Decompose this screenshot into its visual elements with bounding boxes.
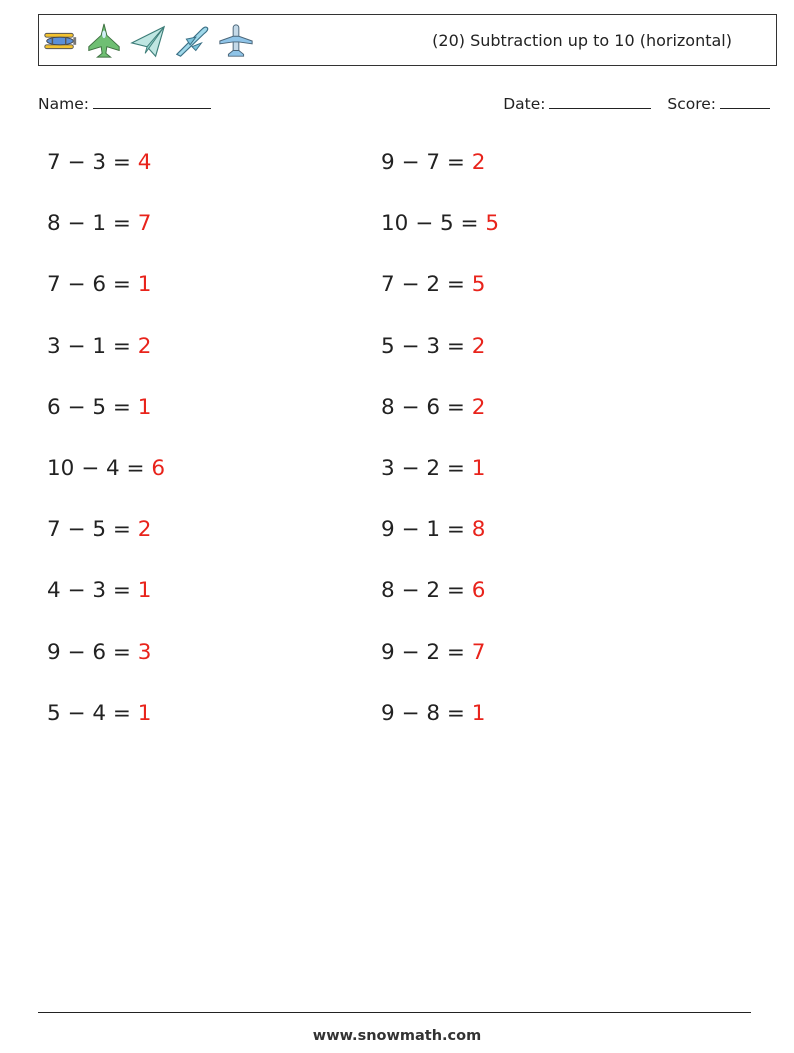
problem-question: 5 − 4 =: [47, 700, 138, 726]
date-blank: [549, 93, 651, 109]
problem-item: [381, 268, 485, 302]
fighter-jet-icon: [85, 21, 123, 61]
problem-question: 10 − 4 =: [47, 456, 152, 481]
name-field: [38, 93, 211, 113]
problem-answer: 2: [137, 333, 152, 359]
problem-answer: 1: [471, 456, 486, 481]
problem-answer: 1: [137, 394, 152, 420]
problem-item: [381, 146, 485, 180]
problem-answer: 7: [137, 211, 152, 237]
problem-answer: 2: [137, 517, 152, 543]
problem-item: [47, 574, 151, 608]
problem-item: [381, 452, 485, 486]
problem-item: [47, 391, 151, 425]
name-label: Name:: [38, 95, 89, 113]
problem-item: [381, 513, 485, 547]
problem-item: [47, 330, 151, 364]
problem-question: 7 − 3 =: [47, 150, 138, 175]
jet-plane-icon: [173, 21, 211, 61]
problem-answer: 1: [137, 578, 152, 604]
problem-answer: 5: [485, 211, 500, 237]
problem-answer: 2: [471, 150, 486, 175]
date-score-fields: [503, 93, 770, 113]
problem-item: [47, 636, 151, 670]
problem-item: [47, 207, 151, 241]
problem-question: 3 − 1 =: [47, 333, 138, 359]
footer-url: www.snowmath.com: [312, 1028, 482, 1044]
problem-item: [47, 697, 151, 731]
score-blank: [720, 93, 770, 109]
problem-answer: 5: [471, 272, 486, 298]
problem-question: 9 − 7 =: [381, 150, 472, 175]
problem-question: 9 − 2 =: [381, 639, 472, 665]
problem-answer: 6: [151, 456, 166, 481]
problem-answer: 8: [471, 517, 486, 543]
problem-item: [47, 452, 165, 486]
header-icons: [41, 19, 255, 63]
problem-question: 7 − 2 =: [381, 272, 472, 298]
footer-divider: [38, 1012, 751, 1013]
worksheet-title: (20) Subtraction up to 10 (horizontal): [432, 31, 732, 50]
problem-answer: 1: [471, 700, 486, 726]
problem-question: 9 − 6 =: [47, 639, 138, 665]
problem-answer: 1: [137, 700, 152, 726]
problem-item: [47, 268, 151, 302]
problem-question: 4 − 3 =: [47, 578, 138, 604]
problem-question: 6 − 5 =: [47, 394, 138, 420]
problem-item: [381, 207, 499, 241]
problem-item: [381, 574, 485, 608]
problem-answer: 2: [471, 333, 486, 359]
worksheet-header: [38, 14, 777, 66]
date-label: Date:: [503, 95, 546, 113]
biplane-icon: [41, 21, 79, 61]
problem-question: 9 − 1 =: [381, 517, 472, 543]
problem-question: 8 − 2 =: [381, 578, 472, 604]
paper-plane-icon: [129, 21, 167, 61]
airliner-icon: [217, 21, 255, 61]
problem-answer: 4: [137, 150, 152, 175]
problem-answer: 3: [137, 639, 152, 665]
score-label: Score:: [667, 95, 716, 113]
name-blank: [93, 93, 211, 109]
problem-answer: 6: [471, 578, 486, 604]
problem-answer: 7: [471, 639, 486, 665]
problem-item: [381, 636, 485, 670]
problem-question: 8 − 1 =: [47, 211, 138, 237]
problem-question: 5 − 3 =: [381, 333, 472, 359]
problem-item: [381, 330, 485, 364]
problem-question: 8 − 6 =: [381, 394, 472, 420]
problem-item: [381, 391, 485, 425]
problem-item: [47, 513, 151, 547]
problem-answer: 1: [137, 272, 152, 298]
problem-answer: 2: [471, 394, 486, 420]
problem-question: 3 − 2 =: [381, 456, 472, 481]
problem-item: [47, 146, 151, 180]
problem-item: [381, 697, 485, 731]
problem-question: 7 − 6 =: [47, 272, 138, 298]
problem-question: 9 − 8 =: [381, 700, 472, 726]
problem-question: 10 − 5 =: [381, 211, 486, 237]
problem-question: 7 − 5 =: [47, 517, 138, 543]
